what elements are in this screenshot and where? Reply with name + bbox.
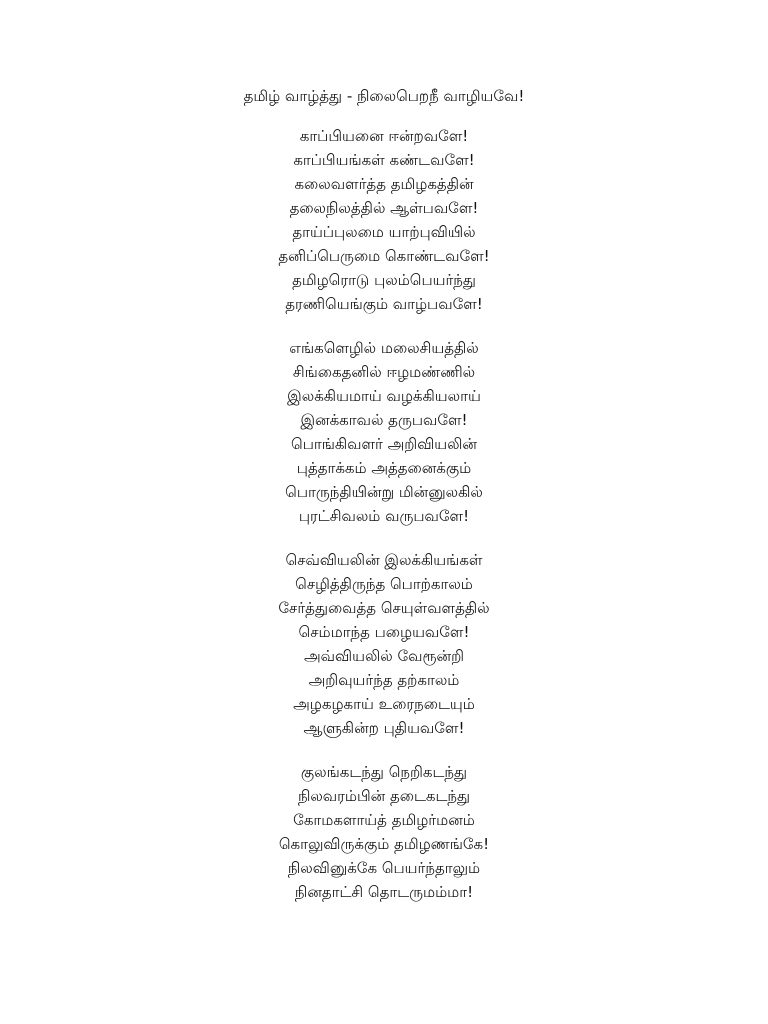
- poem-line: கோமகளாய்த் தமிழர்மனம்: [293, 811, 475, 829]
- poem-line: பொங்கிவளர் அறிவியலின்: [291, 435, 477, 453]
- poem-line: ஆளுகின்ற புதியவளே!: [303, 719, 465, 737]
- poem-line: சேர்த்துவைத்த செயுள்வளத்தில்: [278, 599, 490, 617]
- poem-line: அழகழகாய் உரைநடையும்: [293, 695, 475, 713]
- poem-line: புத்தாக்கம் அத்தனைக்கும்: [296, 459, 472, 477]
- poem-line: இலக்கியமாய் வழக்கியலாய்: [287, 387, 481, 405]
- poem-line: எங்களெழில் மலைசியத்தில்: [289, 339, 479, 357]
- poem-line: செவ்வியலின் இலக்கியங்கள்: [285, 551, 483, 569]
- stanza-1: [0, 124, 768, 316]
- poem-line: நிலவரம்பின் தடைகடந்து: [297, 787, 471, 805]
- poem-line: பொருந்தியின்று மின்னுலகில்: [285, 483, 483, 501]
- poem-line: இனக்காவல் தருபவளே!: [300, 411, 468, 429]
- poem-line: சிங்கைதனில் ஈழமண்ணில்: [292, 363, 476, 381]
- poem-line: செழித்திருந்த பொற்காலம்: [295, 575, 473, 593]
- poem-line: தாய்ப்புலமை யாற்புவியில்: [292, 223, 476, 241]
- poem-line: காப்பியனை ஈன்றவளே!: [299, 127, 469, 145]
- poem-line: குலங்கடந்து நெறிகடந்து: [300, 763, 468, 781]
- stanza-2: [0, 336, 768, 528]
- poem-line: காப்பியங்கள் கண்டவளே!: [293, 151, 475, 169]
- poem-line: தமிழரொடு புலம்பெயர்ந்து: [292, 271, 476, 289]
- poem-line: புரட்சிவலம் வருபவளே!: [298, 507, 470, 525]
- poem-line: கொலுவிருக்கும் தமிழணங்கே!: [278, 835, 490, 853]
- poem-line: கலைவளர்த்த தமிழகத்தின்: [294, 175, 474, 193]
- stanza-4: [0, 760, 768, 904]
- poem-line: செம்மாந்த பழையவளே!: [298, 623, 470, 641]
- poem-line: நினதாட்சி தொடருமம்மா!: [294, 883, 474, 901]
- poem-line: நிலவினுக்கே பெயர்ந்தாலும்: [287, 859, 481, 877]
- stanza-3: [0, 548, 768, 740]
- poem-line: தலைநிலத்தில் ஆள்பவளே!: [289, 199, 479, 217]
- poem-line: அவ்வியலில் வேரூன்றி: [304, 647, 464, 665]
- poem-line: தனிப்பெருமை கொண்டவளே!: [278, 247, 490, 265]
- poem-line: தரணியெங்கும் வாழ்பவளே!: [285, 295, 483, 313]
- poem-line: அறிவுயர்ந்த தற்காலம்: [308, 671, 460, 689]
- poem-title: தமிழ் வாழ்த்து - நிலைபெறநீ வாழியவே!: [243, 87, 525, 105]
